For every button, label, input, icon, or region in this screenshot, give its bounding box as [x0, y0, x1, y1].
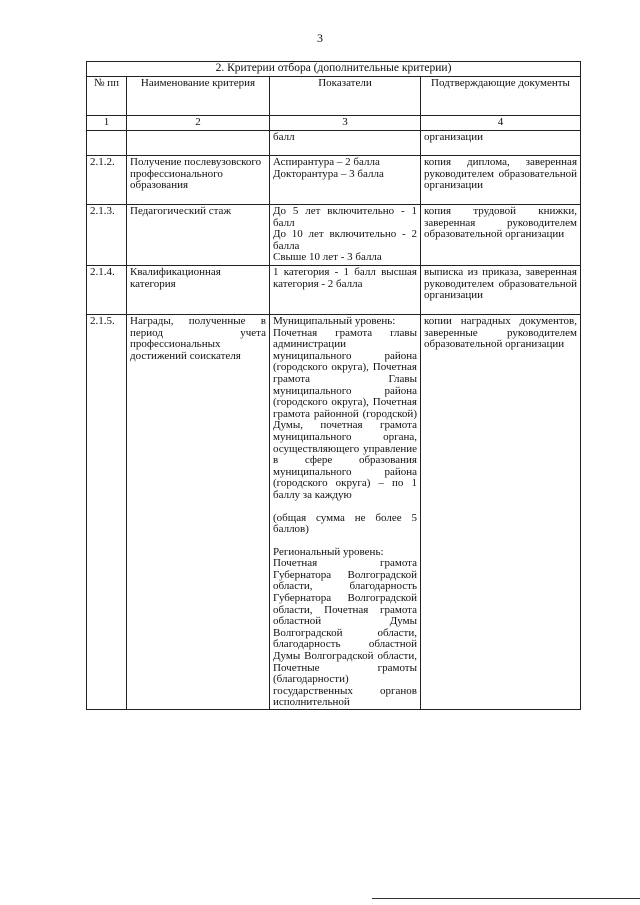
continuation-indicator: балл [270, 131, 421, 156]
row-number: 2.1.3. [87, 205, 127, 266]
indicator-paragraph: Почетная грамота главы администрации муниципального района (городского округа), Почетная грамота Главы муниципального района (городского округа), Почетная грамота районной (городской) Думы, почетная грамота муниципального органа, осуществляющего управление в сфере образования муниципального района (городского округа) – по 1 баллу за каждую [273, 326, 417, 501]
criterion-name: Получение послевузовского профессионального образования [127, 156, 270, 205]
indicator-line: Докторантура – 3 балла [273, 167, 384, 180]
indicator-line: Аспирантура – 2 балла [273, 156, 380, 168]
continuation-row [87, 131, 581, 156]
indicator-spacer [273, 502, 417, 513]
column-number: 2 [127, 116, 270, 131]
indicator-line: Свыше 10 лет - 3 балла [273, 251, 382, 264]
header-documents: Подтверждающие документы [421, 77, 581, 116]
page-number: 3 [317, 31, 323, 45]
criterion-name: Педагогический стаж [127, 205, 270, 266]
footer-rule [372, 898, 640, 899]
row-number: 2.1.5. [87, 315, 127, 710]
criterion-documents: копии наградных документов, заверенные руководителем образовательной организации [421, 315, 581, 710]
indicator-line: До 5 лет включительно - 1 балл [273, 205, 417, 229]
table-row [87, 315, 581, 710]
header-number: № пп [87, 77, 127, 116]
criterion-indicators [270, 266, 421, 315]
table-row [87, 156, 581, 205]
header-indicators: Показатели [270, 77, 421, 116]
criterion-name: Квалификационная категория [127, 266, 270, 315]
section-title-row [87, 62, 581, 77]
cell-empty [87, 131, 127, 156]
section-title: 2. Критерии отбора (дополнительные критерии) [87, 62, 581, 77]
column-number: 4 [421, 116, 581, 131]
column-number: 3 [270, 116, 421, 131]
row-number: 2.1.4. [87, 266, 127, 315]
column-number: 1 [87, 116, 127, 131]
header-row [87, 77, 581, 116]
criterion-documents: копия диплома, заверенная руководителем образовательной организации [421, 156, 581, 205]
continuation-documents: организации [421, 131, 581, 156]
criterion-indicators [270, 205, 421, 266]
criterion-name: Награды, полученные в период учета профессиональных достижений соискателя [127, 315, 270, 710]
cell-empty [127, 131, 270, 156]
criteria-table [86, 61, 581, 710]
criterion-documents: выписка из приказа, заверенная руководителем образовательной организации [421, 266, 581, 315]
column-number-row [87, 116, 581, 131]
table-row [87, 266, 581, 315]
indicator-line: Региональный уровень: [273, 545, 384, 558]
indicator-line: До 10 лет включительно - 2 балла [273, 228, 417, 252]
indicator-line: Муниципальный уровень: [273, 315, 396, 327]
criterion-indicators [270, 315, 421, 710]
criterion-documents: копия трудовой книжки, заверенная руководителем образовательной организации [421, 205, 581, 266]
header-criterion-name: Наименование критерия [127, 77, 270, 116]
indicator-line: (общая сумма не более 5 баллов) [273, 511, 417, 536]
criterion-indicators [270, 156, 421, 205]
indicator-line: 1 категория - 1 балл высшая категория - 2 балла [273, 266, 417, 290]
table-row [87, 205, 581, 266]
row-number: 2.1.2. [87, 156, 127, 205]
indicator-paragraph: Почетная грамота Губернатора Волгоградской области, благодарность Губернатора Волгоградской области, Почетная грамота областной Думы Волгоградской области, благодарность областной Думы Волгоградской области, Почетные грамоты (благодарности) государственных органов исполнительной [273, 557, 417, 709]
